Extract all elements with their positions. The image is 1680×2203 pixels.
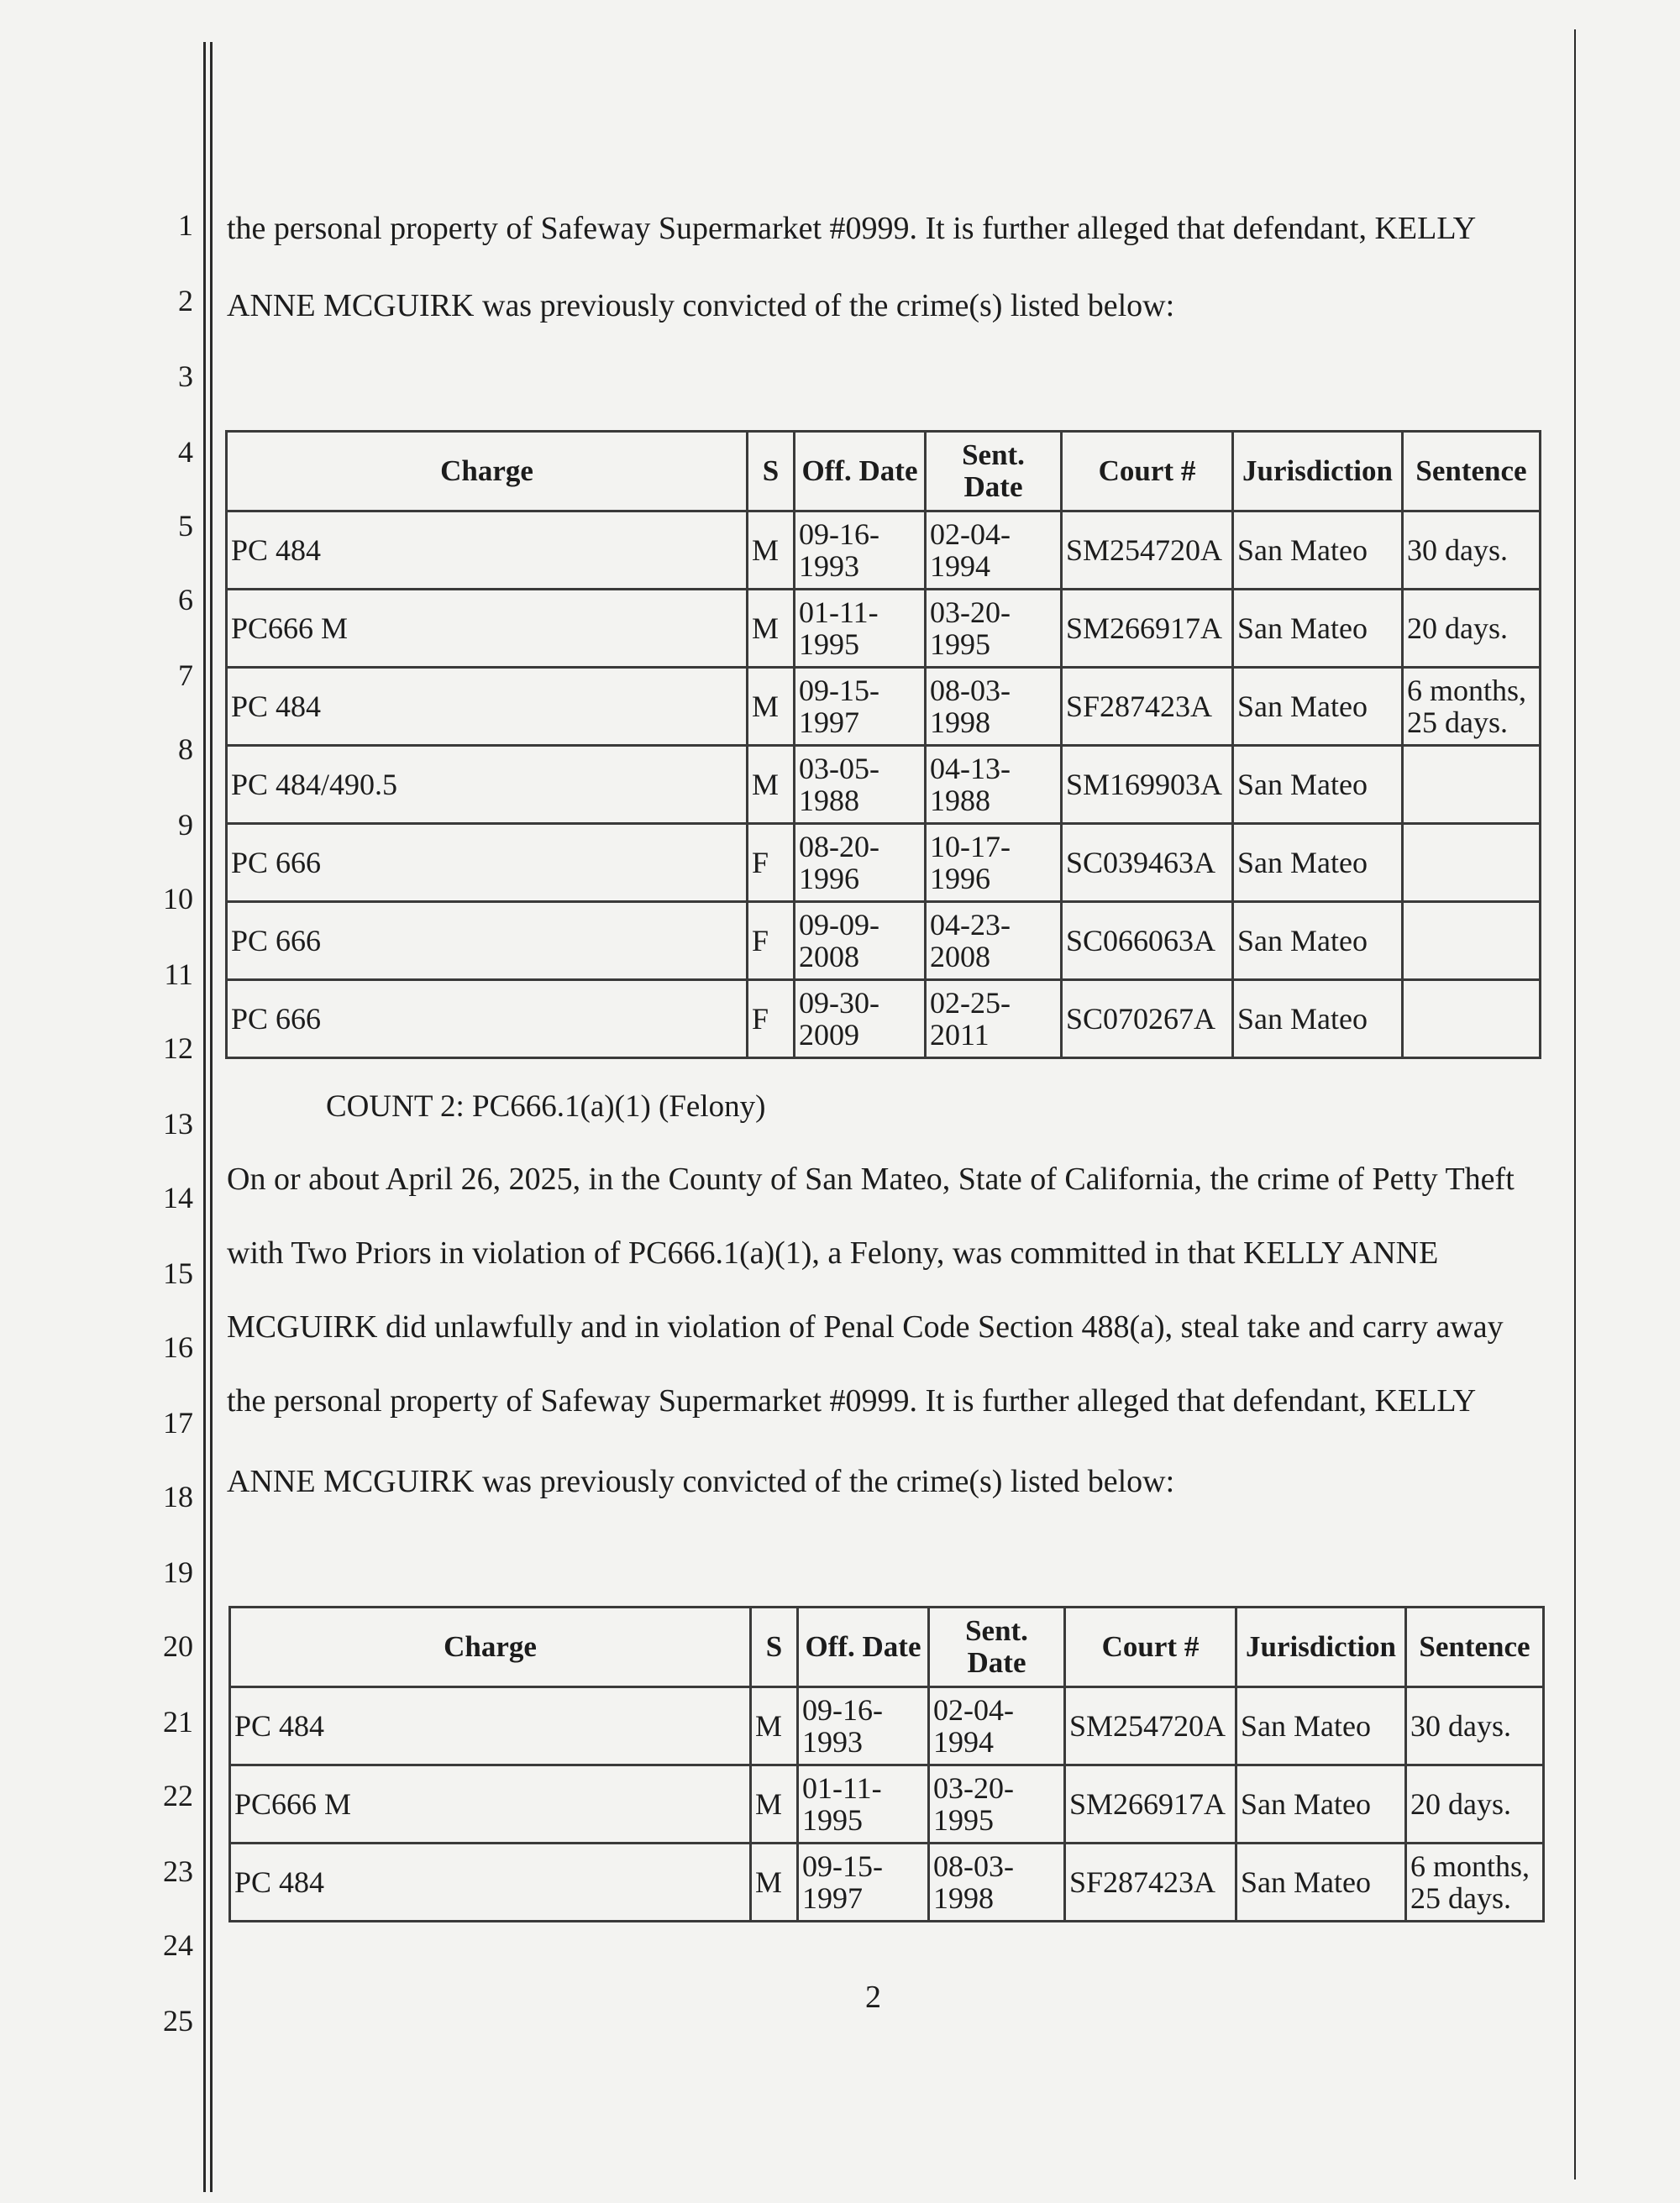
line-number: 22 xyxy=(163,1779,193,1812)
court-header: Court # xyxy=(1065,1608,1236,1687)
s-cell: M xyxy=(748,746,795,824)
line-number: 15 xyxy=(163,1256,193,1290)
charge-cell: PC 484 xyxy=(230,1844,751,1922)
sentence-cell: 6 months, 25 days. xyxy=(1403,668,1541,746)
line-number: 4 xyxy=(178,435,193,469)
s-cell: M xyxy=(751,1765,798,1844)
right-margin-rule xyxy=(1574,29,1576,2179)
sentence-cell: 30 days. xyxy=(1406,1687,1544,1765)
line-number: 16 xyxy=(163,1330,193,1364)
charge-cell: PC 666 xyxy=(227,824,748,902)
s-header: S xyxy=(751,1608,798,1687)
jurisdiction-cell: San Mateo xyxy=(1233,668,1403,746)
s-cell: F xyxy=(748,980,795,1058)
jurisdiction-cell: San Mateo xyxy=(1233,902,1403,980)
jurisdiction-cell: San Mateo xyxy=(1236,1844,1406,1922)
sent-date-cell: 04-23- 2008 xyxy=(926,902,1062,980)
sentence-header: Sentence xyxy=(1406,1608,1544,1687)
line-number: 25 xyxy=(163,2004,193,2038)
sent-date-cell: 10-17- 1996 xyxy=(926,824,1062,902)
off-date-cell: 09-30- 2009 xyxy=(795,980,926,1058)
off-date-cell: 09-16- 1993 xyxy=(798,1687,929,1765)
prior-convictions-table-1 xyxy=(225,430,1541,1059)
sentence-header: Sentence xyxy=(1403,432,1541,511)
body-text-line: with Two Priors in violation of PC666.1(a)(1), a Felony, was committed in that KELLY ANNE xyxy=(227,1235,1439,1271)
line-number: 14 xyxy=(163,1181,193,1214)
line-number: 3 xyxy=(178,359,193,393)
line-number: 21 xyxy=(163,1705,193,1739)
charge-header: Charge xyxy=(230,1608,751,1687)
charge-cell: PC 666 xyxy=(227,902,748,980)
charge-cell: PC 666 xyxy=(227,980,748,1058)
jurisdiction-cell: San Mateo xyxy=(1236,1765,1406,1844)
sentence-cell xyxy=(1403,980,1541,1058)
table-row xyxy=(227,590,1541,668)
sent-date-cell: 02-25- 2011 xyxy=(926,980,1062,1058)
line-number: 18 xyxy=(163,1480,193,1513)
sentence-cell: 6 months, 25 days. xyxy=(1406,1844,1544,1922)
line-number: 10 xyxy=(163,882,193,915)
court-cell: SC039463A xyxy=(1062,824,1233,902)
off-date-cell: 01-11- 1995 xyxy=(798,1765,929,1844)
s-cell: M xyxy=(751,1844,798,1922)
line-number: 11 xyxy=(164,957,193,991)
sentence-cell xyxy=(1403,746,1541,824)
off-date-cell: 09-09- 2008 xyxy=(795,902,926,980)
line-number: 6 xyxy=(178,583,193,616)
charge-cell: PC 484 xyxy=(227,668,748,746)
table-row xyxy=(227,746,1541,824)
sentence-cell xyxy=(1403,902,1541,980)
court-header: Court # xyxy=(1062,432,1233,511)
jurisdiction-cell: San Mateo xyxy=(1236,1687,1406,1765)
jurisdiction-cell: San Mateo xyxy=(1233,980,1403,1058)
off-date-cell: 01-11- 1995 xyxy=(795,590,926,668)
line-number: 17 xyxy=(163,1406,193,1440)
line-number: 8 xyxy=(178,732,193,766)
court-cell: SF287423A xyxy=(1062,668,1233,746)
s-cell: F xyxy=(748,902,795,980)
line-number: 2 xyxy=(178,284,193,317)
off-date-cell: 09-16- 1993 xyxy=(795,511,926,590)
line-number: 7 xyxy=(178,658,193,692)
body-text-line: MCGUIRK did unlawfully and in violation of Penal Code Section 488(a), steal take and carry away xyxy=(227,1309,1504,1345)
body-text-line: the personal property of Safeway Supermarket #0999. It is further alleged that defendant, KELLY xyxy=(227,1383,1477,1419)
sent-date-cell: 02-04- 1994 xyxy=(926,511,1062,590)
table-header-row xyxy=(227,432,1541,511)
jurisdiction-cell: San Mateo xyxy=(1233,590,1403,668)
left-margin-rule-inner xyxy=(210,42,213,2192)
sentence-cell xyxy=(1403,824,1541,902)
sentence-cell: 20 days. xyxy=(1406,1765,1544,1844)
page-number: 2 xyxy=(865,1980,881,2015)
line-number: 23 xyxy=(163,1854,193,1888)
count-2-heading: COUNT 2: PC666.1(a)(1) (Felony) xyxy=(326,1089,766,1124)
sent-date-cell: 03-20- 1995 xyxy=(929,1765,1065,1844)
sent-date-cell: 03-20- 1995 xyxy=(926,590,1062,668)
table-header-row xyxy=(230,1608,1544,1687)
table-row xyxy=(230,1687,1544,1765)
s-cell: F xyxy=(748,824,795,902)
charge-cell: PC 484/490.5 xyxy=(227,746,748,824)
sentence-cell: 30 days. xyxy=(1403,511,1541,590)
court-cell: SF287423A xyxy=(1065,1844,1236,1922)
sentence-cell: 20 days. xyxy=(1403,590,1541,668)
table-row xyxy=(227,902,1541,980)
off-date-header: Off. Date xyxy=(795,432,926,511)
table-row xyxy=(230,1765,1544,1844)
charge-cell: PC666 M xyxy=(227,590,748,668)
charge-cell: PC 484 xyxy=(230,1687,751,1765)
s-header: S xyxy=(748,432,795,511)
line-number: 19 xyxy=(163,1555,193,1589)
court-cell: SC070267A xyxy=(1062,980,1233,1058)
line-number: 1 xyxy=(178,208,193,242)
charge-header: Charge xyxy=(227,432,748,511)
court-cell: SM169903A xyxy=(1062,746,1233,824)
sent-date-header: Sent. Date xyxy=(926,432,1062,511)
sent-date-cell: 08-03- 1998 xyxy=(929,1844,1065,1922)
sent-date-cell: 02-04- 1994 xyxy=(929,1687,1065,1765)
table-row xyxy=(227,824,1541,902)
jurisdiction-cell: San Mateo xyxy=(1233,824,1403,902)
off-date-cell: 09-15- 1997 xyxy=(798,1844,929,1922)
line-number: 20 xyxy=(163,1629,193,1663)
jurisdiction-header: Jurisdiction xyxy=(1236,1608,1406,1687)
line-number: 13 xyxy=(163,1107,193,1141)
jurisdiction-header: Jurisdiction xyxy=(1233,432,1403,511)
s-cell: M xyxy=(748,668,795,746)
off-date-cell: 08-20- 1996 xyxy=(795,824,926,902)
jurisdiction-cell: San Mateo xyxy=(1233,511,1403,590)
charge-cell: PC 484 xyxy=(227,511,748,590)
sent-date-cell: 04-13- 1988 xyxy=(926,746,1062,824)
table-row xyxy=(227,511,1541,590)
body-text-line: ANNE MCGUIRK was previously convicted of the crime(s) listed below: xyxy=(227,1464,1175,1499)
line-number: 5 xyxy=(178,509,193,543)
jurisdiction-cell: San Mateo xyxy=(1233,746,1403,824)
off-date-header: Off. Date xyxy=(798,1608,929,1687)
line-number: 24 xyxy=(163,1928,193,1962)
left-margin-rule-outer xyxy=(203,42,206,2192)
table-row xyxy=(227,668,1541,746)
body-text-line: On or about April 26, 2025, in the County of San Mateo, State of California, the crime of Petty Theft xyxy=(227,1162,1515,1197)
sent-date-cell: 08-03- 1998 xyxy=(926,668,1062,746)
court-cell: SC066063A xyxy=(1062,902,1233,980)
line-number: 12 xyxy=(163,1031,193,1065)
court-cell: SM254720A xyxy=(1065,1687,1236,1765)
body-text-line: the personal property of Safeway Supermarket #0999. It is further alleged that defendant, KELLY xyxy=(227,211,1477,246)
s-cell: M xyxy=(748,511,795,590)
table-row xyxy=(227,980,1541,1058)
table-row xyxy=(230,1844,1544,1922)
body-text-line: ANNE MCGUIRK was previously convicted of the crime(s) listed below: xyxy=(227,288,1175,323)
prior-convictions-table-2 xyxy=(228,1606,1545,1922)
court-cell: SM266917A xyxy=(1065,1765,1236,1844)
off-date-cell: 03-05- 1988 xyxy=(795,746,926,824)
charge-cell: PC666 M xyxy=(230,1765,751,1844)
s-cell: M xyxy=(751,1687,798,1765)
court-cell: SM266917A xyxy=(1062,590,1233,668)
sent-date-header: Sent. Date xyxy=(929,1608,1065,1687)
court-cell: SM254720A xyxy=(1062,511,1233,590)
line-number: 9 xyxy=(178,808,193,842)
s-cell: M xyxy=(748,590,795,668)
off-date-cell: 09-15- 1997 xyxy=(795,668,926,746)
